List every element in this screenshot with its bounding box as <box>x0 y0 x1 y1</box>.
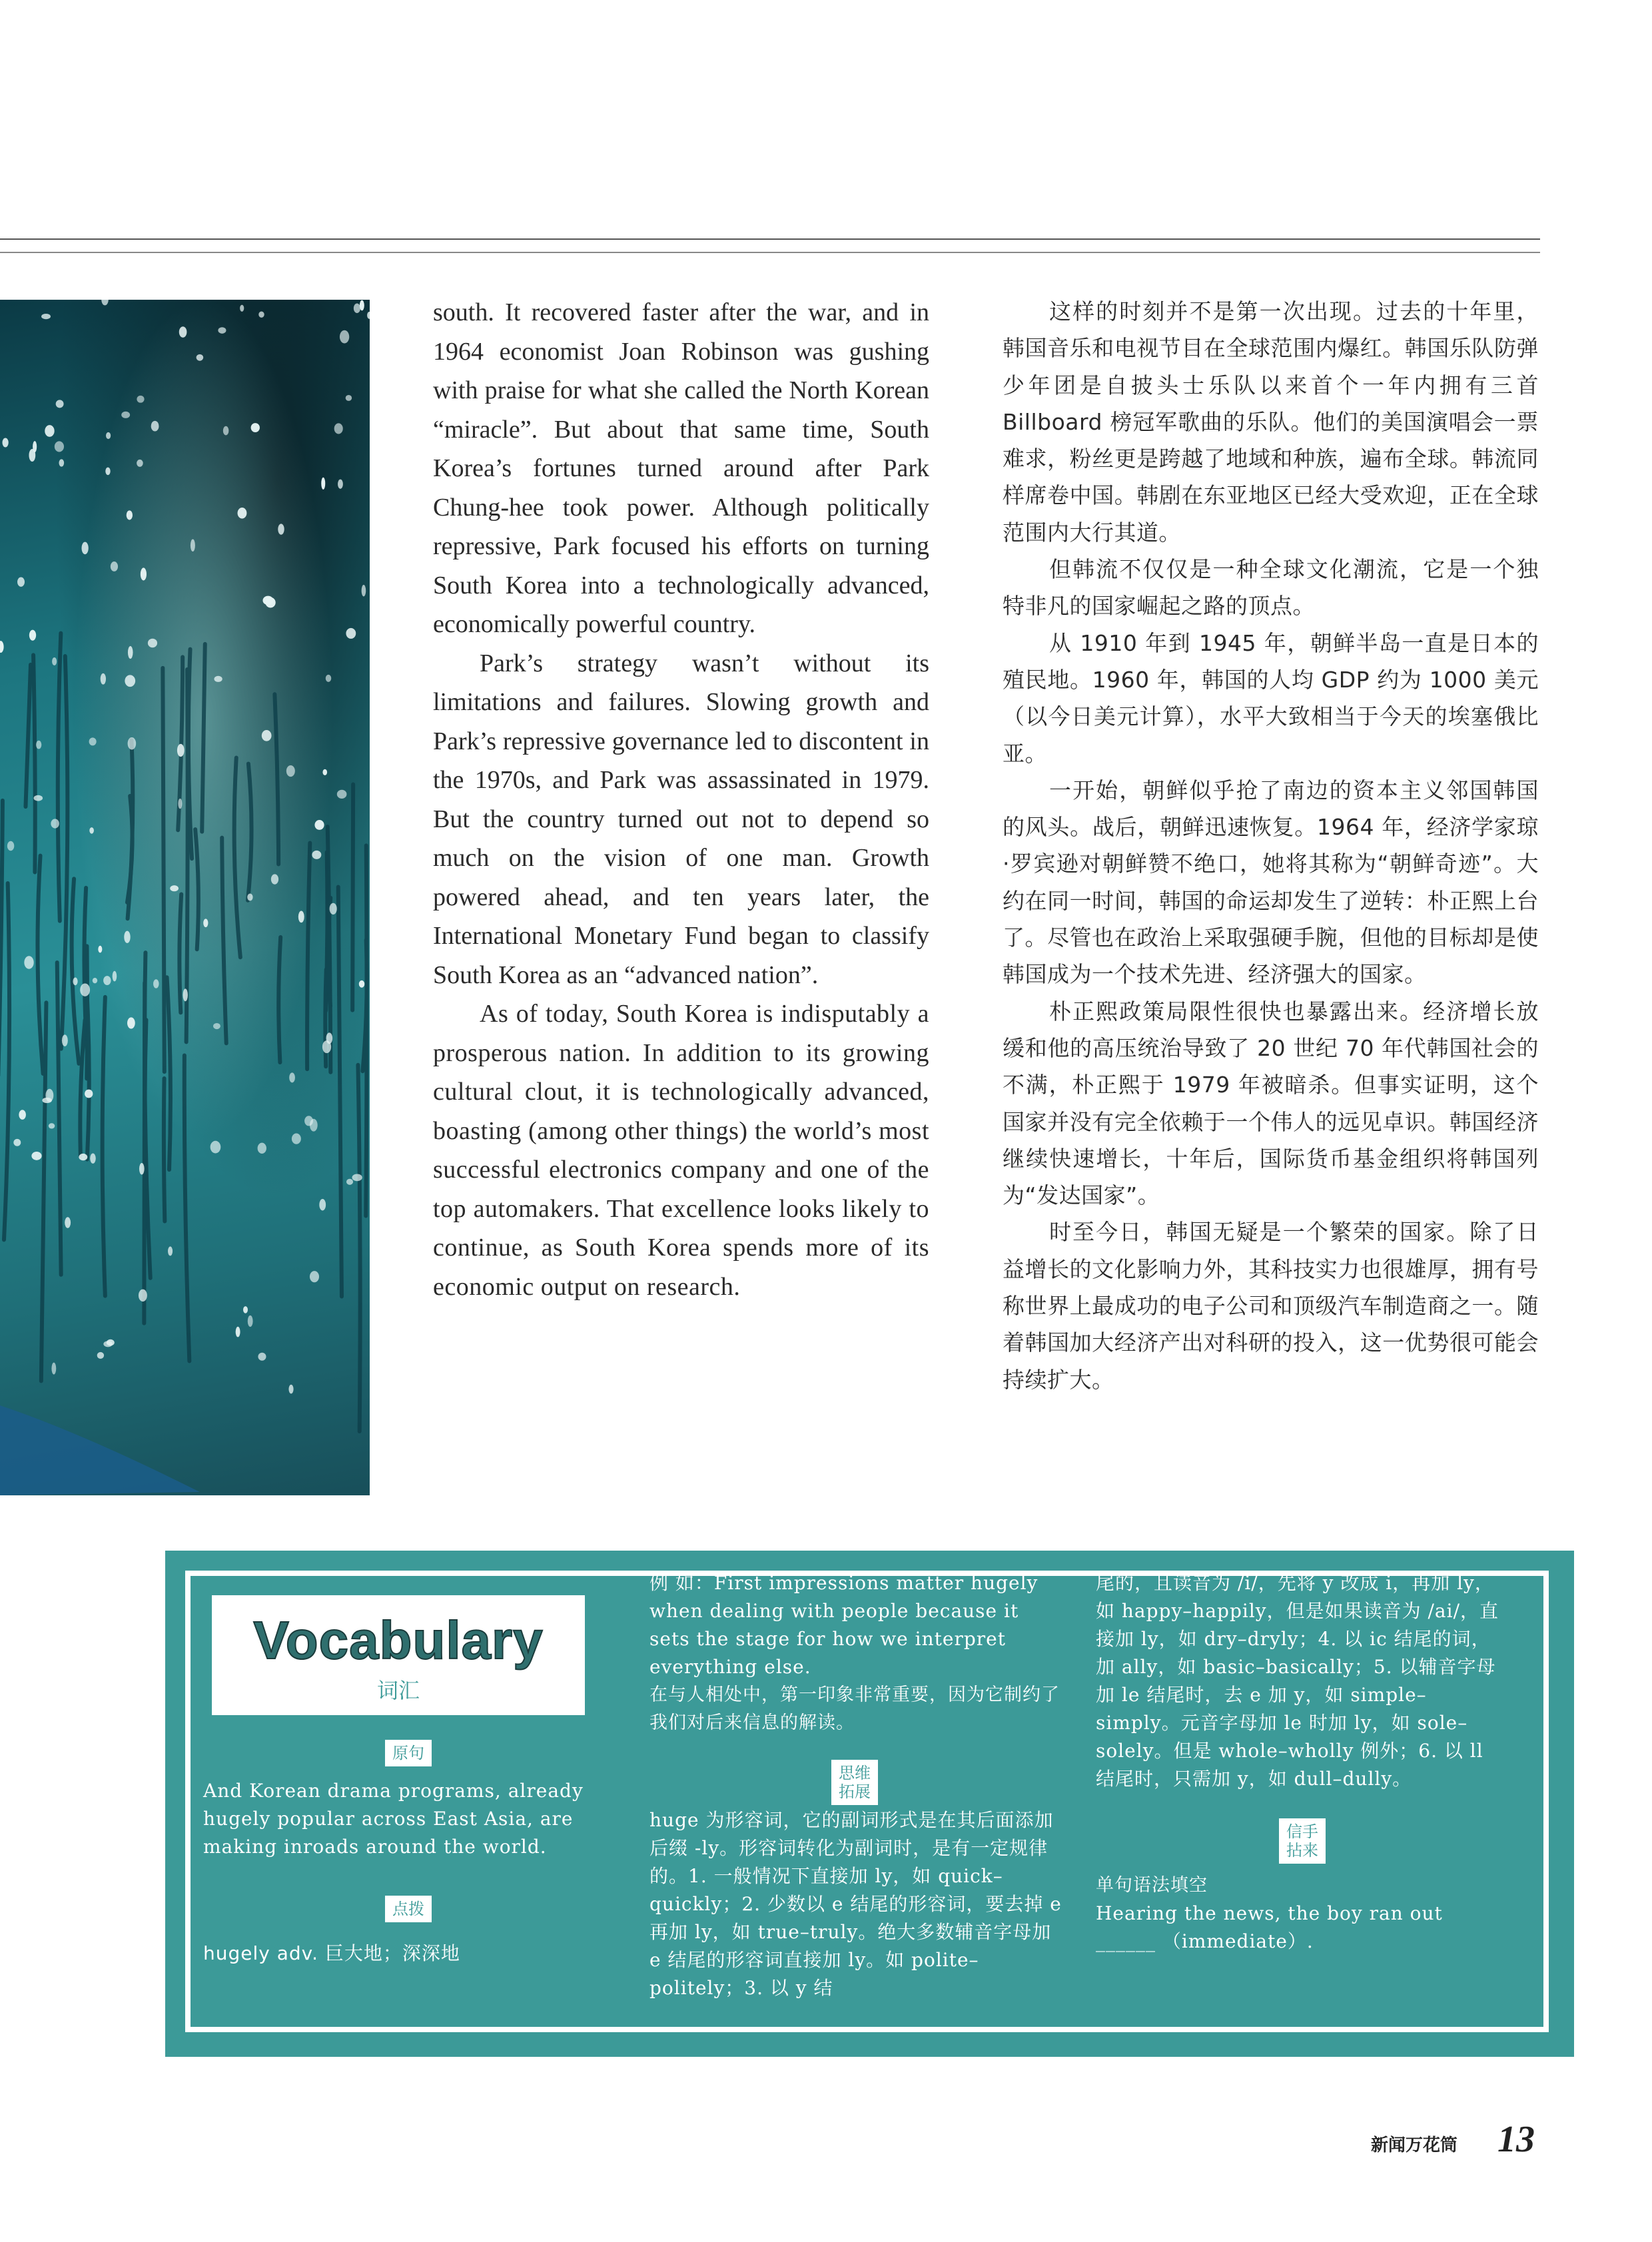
rain-drop <box>346 628 356 639</box>
rain-drop <box>89 827 94 833</box>
rain-drop <box>338 480 343 489</box>
rain-drop <box>2 438 8 447</box>
en-paragraph-1: south. It recovered faster after the war, and in 1964 economist Joan Robinson was gushing with praise for what she called the North Korean “miracle”. But about that same time, South Korea’s fortunes turned around after Park Chung-hee took power. Although politically repressive, Park focused his efforts on turning South Korea into a technologically advanced, economically powerful country. <box>433 298 929 638</box>
top-rule <box>0 238 1540 240</box>
rain-drop <box>210 1141 221 1154</box>
rain-drop <box>292 1133 301 1144</box>
rain-drop <box>128 646 133 659</box>
rain-drop <box>286 765 295 777</box>
rain-drop <box>106 432 111 439</box>
rain-drop <box>223 426 229 436</box>
rain-drop <box>82 542 89 555</box>
rain-drop <box>151 421 159 432</box>
zh-paragraph-6: 时至今日，韩国无疑是一个繁荣的国家。除了日益增长的文化影响力外，其科技实力也很雄厚，拥有号称世界上最成功的电子公司和顶级汽车制造商之一。随着韩国加大经济产出对科研的投入，这一优势很可能会持续扩大。 <box>1003 1219 1539 1393</box>
extend-text: huge 为形容词，它的副词形式是在其后面添加后缀 -ly。形容词转化为副词时，是有一定规律的。1. 一般情况下直接加 ly，如 quick–quickly；2. 少数以 e 结尾的形容词，要去掉 e 再加 ly，如 true–truly。绝大多数辅音字母加 e 结尾的形容词直接加 ly。如 polite–politely；3. 以 y 结 <box>649 1809 1062 1999</box>
rain-drop <box>128 737 137 749</box>
rain-drop <box>258 1143 266 1154</box>
rain-drop <box>33 441 37 452</box>
zh-paragraph-5: 朴正熙政策局限性很快也暴露出来。经济增长放缓和他的高压统治导致了 20 世纪 70 年代韩国社会的不满，朴正熙于 1979 年被暗杀。但事实证明，这个国家并没有完全依赖于一个伟人的远见卓识。韩国经济继续快速增长，十年后，国际货币基金组织将韩国列为“发达国家”。 <box>1003 998 1539 1209</box>
rain-drop <box>177 744 185 757</box>
rain-drop <box>310 1271 319 1282</box>
rain-drop <box>89 737 97 745</box>
rain-drop <box>178 799 182 809</box>
rain-drop <box>322 769 327 775</box>
rain-drop <box>73 978 77 986</box>
rain-drop <box>62 1034 68 1046</box>
rain-drop <box>97 1352 104 1359</box>
rain-drop <box>330 903 337 915</box>
rain-drop <box>346 395 352 401</box>
rain-drop <box>262 596 273 605</box>
vocabulary-title-card <box>212 1595 585 1715</box>
rain-drop <box>7 841 14 851</box>
rain-drop <box>55 441 64 452</box>
rain-drop <box>137 460 143 467</box>
rain-drop <box>65 1217 71 1228</box>
en-paragraph-2: Park’s strategy wasn’t without its limitations and failures. Slowing growth and Park’s repressive governance led to discontent in the 1970s, and Park was assassinated in 1979. But the country turned out not to depend so much on the vision of one man. Growth powered ahead, and ten years later, the International Monetary Fund began to classify South Korea as an “advanced nation”. <box>433 649 929 989</box>
rain-drop <box>113 971 117 982</box>
rain-drop <box>125 675 135 687</box>
rain-streak <box>179 895 181 1013</box>
rain-drop <box>49 1123 55 1128</box>
tag-practice: 信手拈来 <box>1279 1818 1326 1864</box>
rain-drop <box>321 478 325 490</box>
extend-continued: 尾的，且读音为 /i/，先将 y 改成 i，再加 ly，如 happy–happily，但是如果读音为 /ai/，直接加 ly，如 dry–dryly；4. 以 ic 结尾的词，加 ally，如 basic–basically；5. 以辅音字母加 le 结尾时，去 e 加 y，如 simple–simply。元音字母加 le 时加 ly，如 sole–solely。但是 whole–wholly 例外；6. 以 ll 结尾时，只需加 y，如 dull–dully。 <box>1096 1572 1499 1790</box>
practice-question: Hearing the news, the boy ran out ______ （immediate）. <box>1096 1902 1443 1952</box>
rain-drop <box>52 657 57 665</box>
rain-drop <box>168 1246 173 1256</box>
rain-drop <box>45 425 54 437</box>
rain-streak <box>358 1065 360 1431</box>
rainy-window-photo <box>0 300 370 1495</box>
rain-drop <box>346 1179 353 1185</box>
rain-drop <box>103 1341 113 1347</box>
rain-drop <box>191 540 195 552</box>
rain-drop <box>247 893 252 901</box>
rain-drop <box>236 1327 240 1337</box>
rain-drop <box>213 1023 220 1029</box>
rain-drop <box>31 1152 41 1160</box>
rain-drop <box>17 577 25 586</box>
article-english-column <box>433 293 929 1306</box>
top-rule-secondary <box>0 252 1540 253</box>
rain-drop <box>314 820 324 830</box>
rain-drop <box>334 423 343 434</box>
rain-drop <box>41 314 51 319</box>
rain-drop <box>59 459 64 466</box>
rain-streak <box>33 655 35 872</box>
page-number: 13 <box>1497 2119 1535 2160</box>
rain-drop <box>278 524 284 534</box>
rain-drop <box>124 931 130 943</box>
rain-drop <box>24 956 33 968</box>
en-paragraph-3: As of today, South Korea is indisputably a prosperous nation. In addition to its growing cultural clout, it is technologically advanced, boasting (among other things) the world’s most successful electronics company and one of the top automakers. That excellence looks likely to continue, as South Korea spends more of its economic output on research. <box>433 1000 929 1301</box>
rain-drop <box>183 988 187 1001</box>
rain-drop <box>29 630 36 641</box>
rain-drop <box>203 919 208 927</box>
example-chinese: 在与人相处中，第一印象非常重要，因为它制约了我们对后来信息的解读。 <box>649 1684 1060 1733</box>
rain-drop <box>36 741 41 749</box>
practice-block <box>1096 1872 1509 1956</box>
rain-drop <box>197 354 204 361</box>
rain-drop <box>352 1174 362 1181</box>
tip-text: hugely adv. 巨大地；深深地 <box>203 1942 460 1964</box>
rain-drop <box>90 1153 96 1163</box>
rain-drop <box>319 1199 326 1210</box>
rain-drop <box>13 1139 21 1146</box>
tag-tip: 点拨 <box>385 1896 432 1922</box>
example-column <box>649 1569 1062 1737</box>
zh-paragraph-4: 一开始，朝鲜似乎抢了南边的资本主义邻国韩国的风头。战后，朝鲜迅速恢复。1964 年，经济学家琼·罗宾逊对朝鲜赞不绝口，她将其称为“朝鲜奇迹”。大约在同一时间，韩国的命运却发生了逆转：朴正熙上台了。尽管也在政治上采取强硬手腕，但他的目标却是使韩国成为一个技术先进、经济强大的国家。 <box>1003 777 1539 988</box>
rain-drop <box>179 326 187 337</box>
vocabulary-title: Vocabulary <box>253 1611 544 1670</box>
rain-drop <box>359 980 364 988</box>
rain-drop <box>56 400 64 408</box>
example-english: 例 如：First impressions matter hugely when dealing with people because it sets the stage for how we interpret everything else. <box>649 1572 1038 1678</box>
rain-streak <box>352 784 353 1010</box>
practice-label: 单句语法填空 <box>1096 1875 1208 1896</box>
rain-drop <box>127 1017 135 1028</box>
rain-drop <box>101 673 106 685</box>
rain-drop <box>105 468 110 476</box>
rain-drop <box>85 1090 93 1098</box>
rain-drop <box>51 819 59 828</box>
rain-drop <box>34 795 43 801</box>
rain-streak <box>278 937 280 1062</box>
rain-drop <box>93 978 97 983</box>
rain-drop <box>362 585 366 596</box>
rain-drop <box>340 330 349 344</box>
rain-drop <box>170 885 179 891</box>
rain-drop <box>262 730 272 741</box>
rain-drop <box>326 675 331 682</box>
rain-drop <box>354 304 360 314</box>
rain-streak <box>145 1020 146 1159</box>
rain-drop <box>258 1353 266 1361</box>
rain-drop <box>111 561 118 571</box>
rain-drop <box>127 510 133 520</box>
rain-drop <box>139 1163 145 1175</box>
rain-drop <box>288 1385 293 1394</box>
zh-paragraph-1: 这样的时刻并不是第一次出现。过去的十年里，韩国音乐和电视节目在全球范围内爆红。韩国乐队防弹少年团是自披头士乐队以来首个一年内拥有三首Billboard 榜冠军歌曲的乐队。他们的美国演唱会一票难求，粉丝更是跨越了地域和种族，遍布全球。韩流同样席卷中国。韩剧在东亚地区已经大受欢迎，正在全球范围内大行其道。 <box>1003 298 1539 546</box>
rain-drop <box>304 1116 313 1126</box>
magazine-name: 新闻万花筒 <box>1371 2135 1458 2155</box>
zh-paragraph-2: 但韩流不仅仅是一种全球文化潮流，它是一个独特非凡的国家崛起之路的顶点。 <box>1003 556 1539 619</box>
rain-drop <box>51 1363 56 1375</box>
rain-drop <box>98 946 102 953</box>
rain-drop <box>148 639 157 648</box>
rain-drop <box>322 1040 331 1053</box>
rain-drop <box>121 412 130 418</box>
photo-texture <box>0 300 370 1495</box>
rain-streak <box>163 668 164 1072</box>
rain-drop <box>258 311 264 317</box>
rain-drop <box>218 327 226 334</box>
rain-drop <box>289 1072 295 1082</box>
rain-drop <box>251 423 260 432</box>
rain-drop <box>298 911 304 923</box>
article-chinese-column <box>1003 293 1539 1398</box>
rain-drop <box>141 567 147 580</box>
rain-drop <box>312 851 321 859</box>
rain-drop <box>19 1110 26 1120</box>
rain-drop <box>271 874 278 884</box>
rain-drop <box>139 1290 147 1302</box>
rain-drop <box>80 983 90 996</box>
vocabulary-subtitle: 词汇 <box>376 1678 420 1703</box>
rain-drop <box>214 676 222 682</box>
rain-streak <box>164 1078 165 1222</box>
rain-drop <box>243 1306 248 1313</box>
rain-drop <box>103 976 111 985</box>
rain-drop <box>137 396 144 403</box>
tag-original-sentence: 原句 <box>385 1740 432 1766</box>
rain-drop <box>45 1089 53 1102</box>
rain-drop <box>79 1154 87 1160</box>
original-sentence: And Korean drama programs, already hugely popular across East Asia, are making inroads around the world. <box>203 1780 584 1858</box>
rain-drop <box>248 1315 253 1327</box>
rain-drop <box>240 305 244 312</box>
rain-drop <box>153 979 159 988</box>
rain-drop <box>238 508 247 519</box>
zh-paragraph-3: 从 1910 年到 1945 年，朝鲜半岛一直是日本的殖民地。1960 年，韩国的人均 GDP 约为 1000 美元（以今日美元计算），水平大致相当于今天的埃塞俄比亚。 <box>1003 629 1539 767</box>
tag-extend: 思维拓展 <box>831 1760 878 1805</box>
rain-streak <box>328 898 330 1006</box>
rain-drop <box>337 790 347 799</box>
